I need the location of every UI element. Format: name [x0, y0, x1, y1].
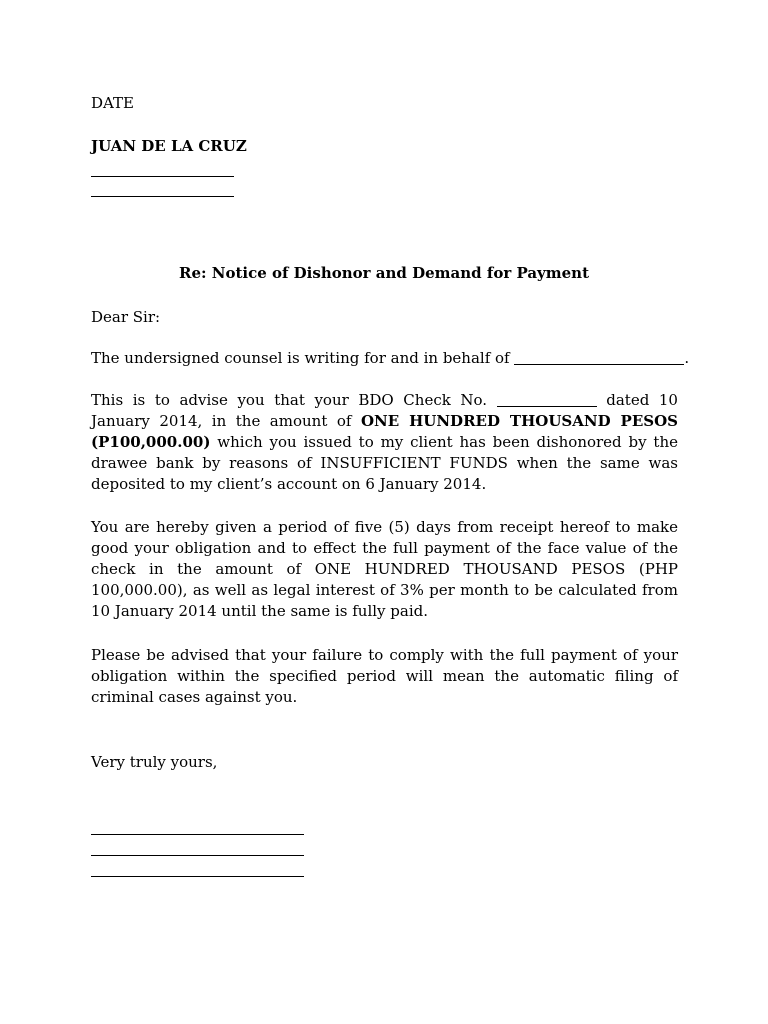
addressee-name: JUAN DE LA CRUZ	[91, 137, 247, 155]
salutation: Dear Sir:	[91, 308, 161, 326]
dishonor-text-2: dated 10 January 2014, in the amount of	[91, 391, 678, 430]
dishonor-text-3: which you issued to my client has been dishonored by the drawee bank by reasons of INSUFFICIENT FUNDS when the same was deposited to my client’s account on 6 January 2014.	[91, 433, 678, 493]
dishonor-text-1: This is to advise you that your BDO Check No.	[91, 391, 488, 409]
paragraph-demand: You are hereby given a period of five (5) days from receipt hereof to make good your obligation and to effect the full payment of the face value of the check in the amount of ONE HUNDRED THOUSAND PESOS (PHP 100,000.00), as well as legal interest of 3% per month to be calculated from 10 January 2014 until the same is fully paid.	[91, 518, 678, 620]
signature-line-1	[91, 834, 304, 835]
amount-bold: ONE HUNDRED THOUSAND PESOS (P100,000.00)	[91, 412, 678, 451]
paragraph-warning: Please be advised that your failure to comply with the full payment of your obligation within the specified period will mean the automatic filing of criminal cases against you.	[91, 646, 678, 706]
paragraph-dishonor	[91, 390, 678, 495]
address-line-2	[91, 196, 234, 197]
representation-end: .	[684, 349, 690, 367]
client-name-blank	[514, 364, 684, 365]
date-label: DATE	[91, 94, 134, 112]
check-number-blank	[497, 406, 597, 407]
closing: Very truly yours,	[91, 753, 218, 771]
signature-line-2	[91, 855, 304, 856]
subject-line: Re: Notice of Dishonor and Demand for Payment	[178, 264, 590, 282]
paragraph-representation	[91, 348, 689, 369]
signature-line-3	[91, 876, 304, 877]
address-line-1	[91, 176, 234, 177]
representation-text: The undersigned counsel is writing for and in behalf of	[91, 349, 510, 367]
